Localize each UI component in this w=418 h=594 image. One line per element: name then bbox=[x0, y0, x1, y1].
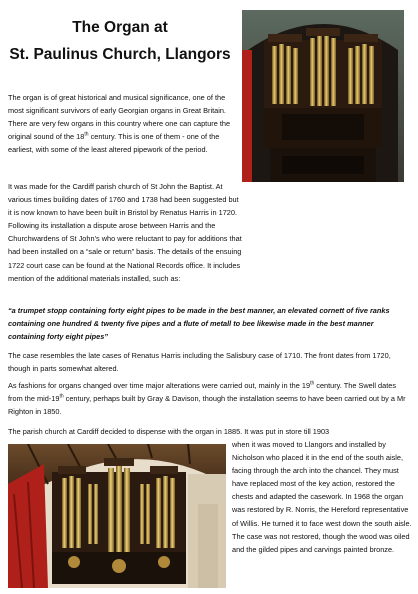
case-text: The case resembles the late cases of Renatus Harris including the Salisbury case of 1710. The front dates from 1720, though in parts somewhat altered. bbox=[8, 351, 391, 374]
paragraph-intro bbox=[8, 91, 238, 156]
intro-text-a: The organ is of great historical and musical significance, one of the most significant survivors of early Georgian organs in Great Britain. There are very few organs in this country where one can capture the original sound of the 18 bbox=[8, 93, 231, 142]
page-title-line-2: St. Paulinus Church, Llangors bbox=[9, 46, 231, 63]
quote-text: “a trumpet stopp containing forty eight pipes to be made in the best manner, an elevated cornett of five ranks containing one hundred & twenty five pipes and a flute of metall to bee likewise made in the best manner containing forty eight pipes” bbox=[8, 306, 390, 342]
intro-sup: th bbox=[84, 131, 89, 138]
organ-photo-bottom bbox=[8, 444, 226, 588]
alterations-sup-1: th bbox=[310, 380, 315, 387]
paragraph-quote bbox=[8, 304, 410, 343]
llangors-text: when it was moved to Llangors and installed by Nicholson who placed it in the end of the south aisle, facing through the arch into the chancel. They must have replaced most of the key action, restored the chests and adapted the casework. In 1968 the organ was restored by R. Norris, the Hereford representative of Willis. He turned it to face west down the south aisle. The case was not restored, though the wood was oiled and the gilded pipes and carvings painted bronze. bbox=[232, 440, 412, 554]
paragraph-alterations bbox=[8, 379, 410, 418]
history-text: It was made for the Cardiff parish church of St John the Baptist. At various times building dates of 1760 and 1738 had been suggested but it is now known to have been built in Bristol by Renatus Harris in 1720. Following its installation a dispute arose between Harris and the Churchwardens of St John’s who were reluctant to pay for additions that had been installed on a “sale or return” basis. The details of the ensuing 1722 court case can be found at the National Records office. It includes mention of the additional materials installed, such as: bbox=[8, 182, 242, 283]
paragraph-dispense bbox=[8, 425, 410, 438]
intro-text-b: century. This is one of them - one of the earliest, with some of the least altered pipework of the period. bbox=[8, 132, 220, 155]
dispense-text: The parish church at Cardiff decided to dispense with the organ in 1885. It was put in store till 1903 bbox=[8, 427, 330, 436]
paragraph-history bbox=[8, 180, 244, 285]
alterations-sup-2: th bbox=[59, 393, 64, 400]
alterations-text-b: century. The Swell dates from the mid-19 bbox=[8, 381, 397, 404]
organ-photo-top bbox=[242, 10, 404, 182]
alterations-text-c: century, perhaps built by Gray & Davison, though the installation seems to have been carried out by a Mr Righton in 1850. bbox=[8, 394, 406, 417]
paragraph-llangors bbox=[232, 438, 412, 556]
paragraph-case bbox=[8, 349, 410, 375]
page-title-line-1: The Organ at bbox=[72, 19, 168, 36]
alterations-text-a: As fashions for organs changed over time major alterations were carried out, mainly in the 19 bbox=[8, 381, 311, 390]
